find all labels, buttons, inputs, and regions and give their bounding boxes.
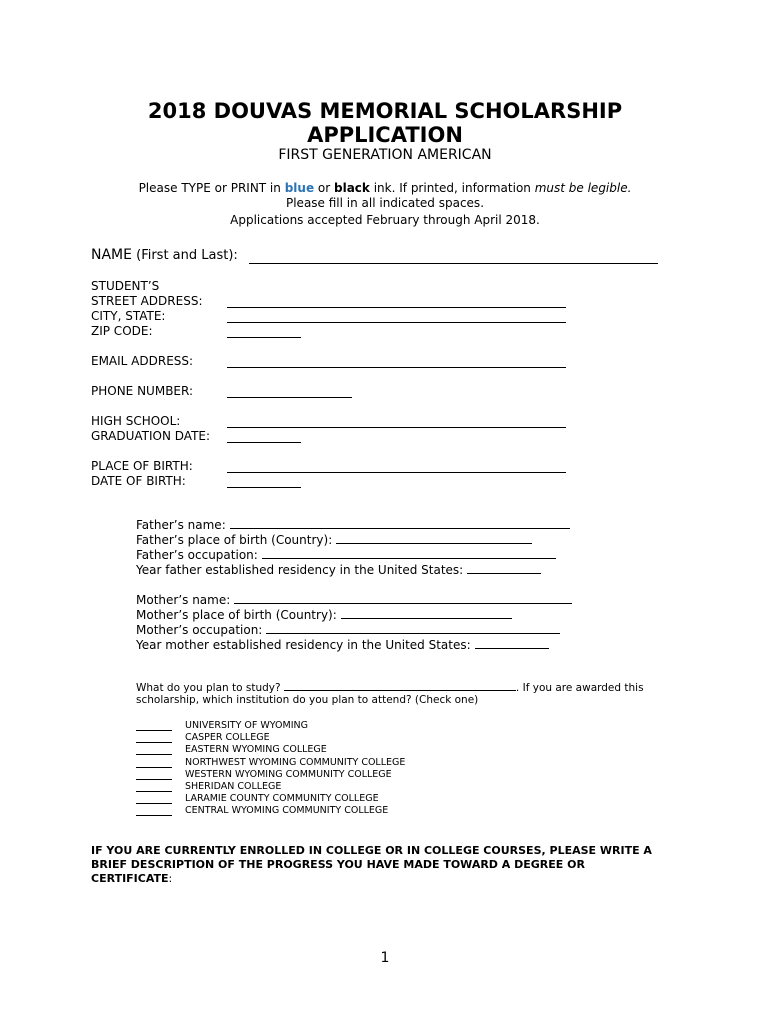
phone-label: PHONE NUMBER:: [91, 384, 194, 398]
mother-occupation-row: [136, 622, 560, 637]
father-occupation-field[interactable]: [262, 547, 556, 559]
place-of-birth-field[interactable]: [227, 472, 566, 473]
phone-field[interactable]: [227, 397, 352, 398]
title-line-1: 2018 DOUVAS MEMORIAL SCHOLARSHIP: [147, 99, 623, 123]
mother-occupation-label: Mother’s occupation:: [136, 623, 263, 637]
enrolled-notice: IF YOU ARE CURRENTLY ENROLLED IN COLLEGE OR IN COLLEGE COURSES, PLEASE WRITE A BRIEF DESCRIPTION OF THE PROGRESS YOU HAVE MADE TOWARD A DEGREE OR CERTIFICATE:: [91, 844, 652, 885]
institution-option-label: UNIVERSITY OF WYOMING: [185, 720, 309, 731]
instructions-line-1: Please TYPE or PRINT in blue or black ink. If printed, information must be legible.: [138, 181, 632, 195]
page-number: 1: [380, 950, 390, 966]
father-name-field[interactable]: [230, 517, 570, 529]
institution-check-blank[interactable]: [136, 791, 172, 792]
institution-check-blank[interactable]: [136, 779, 172, 780]
mother-place-field[interactable]: [341, 607, 512, 619]
zip-code-label: ZIP CODE:: [91, 324, 153, 338]
institution-option-label: NORTHWEST WYOMING COMMUNITY COLLEGE: [185, 756, 406, 768]
father-occupation-row: [136, 547, 556, 562]
institution-option-label: CENTRAL WYOMING COMMUNITY COLLEGE: [185, 805, 389, 817]
high-school-label: HIGH SCHOOL:: [91, 414, 181, 428]
mother-place-row: [136, 607, 512, 622]
institution-check-blank[interactable]: [136, 767, 172, 768]
institution-check-blank[interactable]: [136, 742, 172, 743]
study-field[interactable]: [284, 680, 516, 691]
father-year-field[interactable]: [467, 562, 541, 574]
mother-year-field[interactable]: [475, 637, 549, 649]
institution-check-blank[interactable]: [136, 803, 172, 804]
city-state-label: CITY, STATE:: [91, 309, 166, 323]
mother-name-field[interactable]: [234, 592, 572, 604]
zip-code-field[interactable]: [227, 337, 301, 338]
subtitle: FIRST GENERATION AMERICAN: [278, 147, 492, 163]
father-place-row: [136, 532, 532, 547]
street-address-label: STREET ADDRESS:: [91, 294, 203, 308]
institution-option-label: EASTERN WYOMING COLLEGE: [185, 744, 327, 756]
email-field[interactable]: [227, 367, 566, 368]
father-year-label: Year father established residency in the United States:: [136, 563, 464, 577]
study-question-row: What do you plan to study? . If you are awarded this: [136, 682, 644, 694]
title-line-2: APPLICATION: [307, 123, 463, 147]
institution-question: scholarship, which institution do you plan to attend? (Check one): [136, 694, 479, 706]
street-address-field[interactable]: [227, 307, 566, 308]
institution-check-blank[interactable]: [136, 815, 172, 816]
instructions-line-3: Applications accepted February through April 2018.: [230, 213, 540, 227]
instructions-line-2: Please fill in all indicated spaces.: [285, 196, 485, 210]
study-question-label: What do you plan to study?: [136, 682, 281, 694]
institution-option-label: CASPER COLLEGE: [185, 732, 270, 744]
email-label: EMAIL ADDRESS:: [91, 354, 194, 368]
father-occupation-label: Father’s occupation:: [136, 548, 258, 562]
mother-occupation-field[interactable]: [266, 622, 560, 634]
students-label: STUDENT’S: [91, 279, 160, 293]
name-label: NAME (First and Last):: [91, 247, 238, 263]
father-name-label: Father’s name:: [136, 518, 226, 532]
mother-place-label: Mother’s place of birth (Country):: [136, 608, 337, 622]
name-field[interactable]: [249, 263, 658, 264]
place-of-birth-label: PLACE OF BIRTH:: [91, 459, 193, 473]
graduation-date-field[interactable]: [227, 442, 301, 443]
city-state-field[interactable]: [227, 322, 566, 323]
mother-name-row: [136, 592, 572, 607]
father-place-label: Father’s place of birth (Country):: [136, 533, 333, 547]
date-of-birth-label: DATE OF BIRTH:: [91, 474, 186, 488]
institution-check-blank[interactable]: [136, 730, 172, 731]
father-place-field[interactable]: [336, 532, 532, 544]
institution-option-label: SHERIDAN COLLEGE: [185, 781, 282, 792]
mother-year-row: [136, 637, 549, 652]
mother-name-label: Mother’s name:: [136, 593, 231, 607]
black-word: black: [334, 181, 370, 195]
father-name-row: [136, 517, 570, 532]
blue-word: blue: [284, 181, 315, 195]
mother-year-label: Year mother established residency in the United States:: [136, 638, 471, 652]
institution-option-label: LARAMIE COUNTY COMMUNITY COLLEGE: [185, 793, 379, 805]
high-school-field[interactable]: [227, 427, 566, 428]
date-of-birth-field[interactable]: [227, 487, 301, 488]
father-year-row: [136, 562, 541, 577]
graduation-date-label: GRADUATION DATE:: [91, 429, 211, 443]
institution-check-blank[interactable]: [136, 754, 172, 755]
institution-option-label: WESTERN WYOMING COMMUNITY COLLEGE: [185, 768, 392, 780]
